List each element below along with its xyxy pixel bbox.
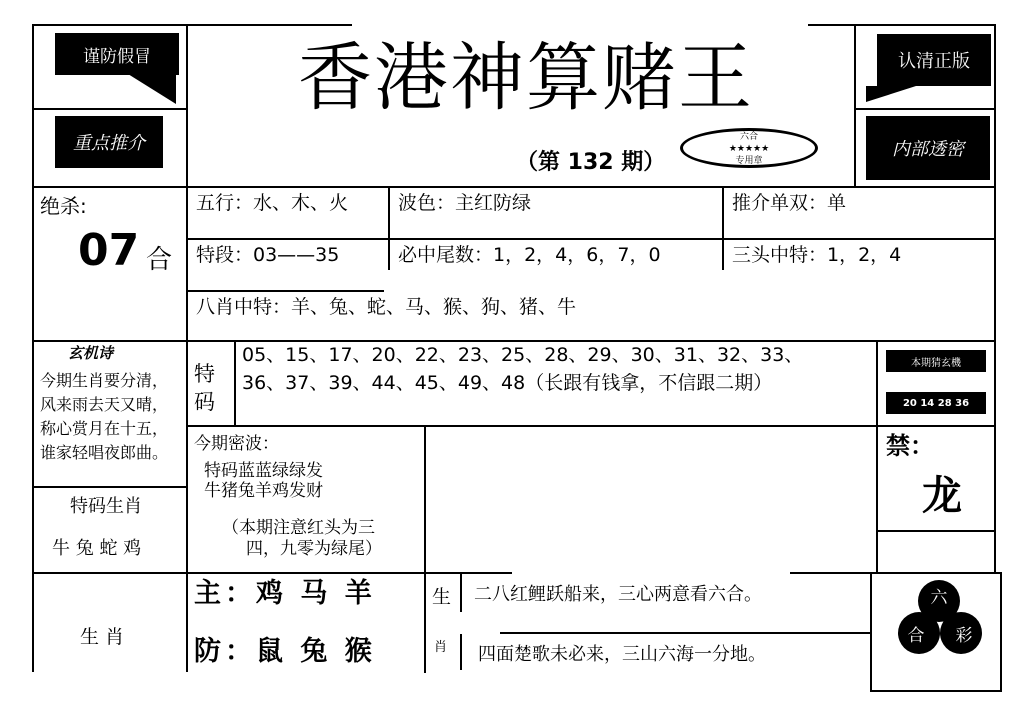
badge-recommend: 重点推介: [55, 116, 163, 168]
kill-label: 绝杀:: [40, 194, 87, 218]
border: [722, 186, 724, 270]
border: [460, 572, 462, 612]
verse-line: 二八红鲤跃船来，三心两意看六合。: [474, 584, 762, 605]
seal-stamp: [680, 128, 818, 168]
stamp-text: 六合: [739, 132, 758, 142]
border: [388, 186, 390, 270]
santou: 三头中特：1，2，4: [732, 244, 902, 266]
border: [32, 24, 352, 26]
tema-numbers-line2: 36、37、39、44、45、49、48（长跟有钱拿，不信跟二期）: [242, 372, 773, 394]
forbid-label: 禁：: [886, 432, 934, 460]
border: [32, 24, 34, 672]
border: [790, 572, 1000, 574]
logo-text: 合: [907, 626, 925, 646]
border: [32, 340, 996, 342]
border: [994, 24, 996, 340]
border: [186, 24, 188, 672]
poem-title: 玄机诗: [68, 344, 114, 362]
border: [186, 290, 384, 292]
page-title: 香港神算赌王: [298, 35, 754, 121]
mibo-line: 特码蓝蓝绿绿发: [204, 461, 323, 481]
speech-tail-icon: [128, 74, 176, 104]
badge-genuine: 认清正版: [877, 34, 991, 86]
main-zodiac: 主：鸡 马 羊: [194, 578, 376, 609]
guess-value: 20 14 28 36: [886, 392, 986, 414]
border: [854, 24, 856, 186]
border: [870, 690, 1002, 692]
tema-label: 特码: [194, 362, 215, 414]
tema-shengxiao-label: 特码生肖: [70, 496, 142, 517]
border: [32, 486, 187, 488]
logo-text: 彩: [955, 626, 973, 646]
border: [876, 425, 996, 427]
border: [186, 238, 996, 240]
badge-beware-fakes: 谨防假冒: [55, 33, 179, 75]
border: [870, 572, 872, 692]
shengxiao-label: 生 肖: [80, 626, 125, 648]
border: [876, 340, 878, 574]
weishu: 必中尾数：1，2，4，6，7，0: [398, 244, 661, 266]
poem-line: 称心赏月在十五，: [40, 419, 169, 438]
mibo-label: 今期密波：: [194, 434, 279, 454]
border: [854, 108, 996, 110]
teduan: 特段：03——35: [196, 244, 340, 266]
tema-numbers-line1: 05、15、17、20、22、23、25、28、29、30、31、32、33、: [242, 344, 804, 366]
border: [994, 340, 996, 574]
poem-line: 谁家轻唱夜郎曲。: [40, 443, 169, 462]
side-char: 生: [432, 586, 452, 608]
border: [1000, 572, 1002, 692]
border: [234, 340, 236, 426]
logo-text: 六: [930, 588, 948, 608]
border: [32, 186, 996, 188]
side-char: 肖: [434, 640, 448, 655]
kill-number: 07: [78, 225, 140, 276]
badge-insider: 内部透密: [866, 116, 990, 180]
border: [32, 108, 187, 110]
border: [32, 572, 512, 574]
danshuang: 推介单双：单: [732, 192, 847, 214]
tema-shengxiao-value: 牛 兔 蛇 鸡: [52, 538, 142, 559]
speech-tail-icon: [866, 86, 916, 102]
mibo-note: （本期注意红头为三: [222, 518, 375, 538]
bose: 波色：主红防绿: [398, 192, 532, 214]
stamp-stars: ★★★★★: [728, 144, 770, 154]
mibo-note: 四，九零为绿尾）: [246, 539, 382, 559]
baxiao: 八肖中特：羊、兔、蛇、马、猴、狗、猪、牛: [196, 296, 577, 318]
guard-zodiac: 防：鼠 兔 猴: [194, 636, 376, 667]
stamp-text: 专用章: [735, 156, 763, 166]
border: [876, 530, 996, 532]
verse-line: 四面楚歌未必来，三山六海一分地。: [478, 644, 766, 665]
border: [808, 24, 996, 26]
border: [460, 634, 462, 670]
forbid-value: 龙: [922, 473, 962, 519]
poem-line: 今期生肖要分清，: [40, 371, 169, 390]
wuxing: 五行：水、木、火: [196, 192, 349, 214]
guess-label: 本期猜玄機: [886, 350, 986, 372]
border: [186, 425, 876, 427]
mibo-line: 牛猪兔羊鸡发财: [204, 481, 323, 501]
border: [500, 632, 870, 634]
poem-line: 风来雨去天又晴，: [40, 395, 169, 414]
border: [424, 425, 426, 673]
issue-number: （第 132 期）: [516, 150, 666, 175]
kill-suffix: 合: [146, 245, 173, 275]
